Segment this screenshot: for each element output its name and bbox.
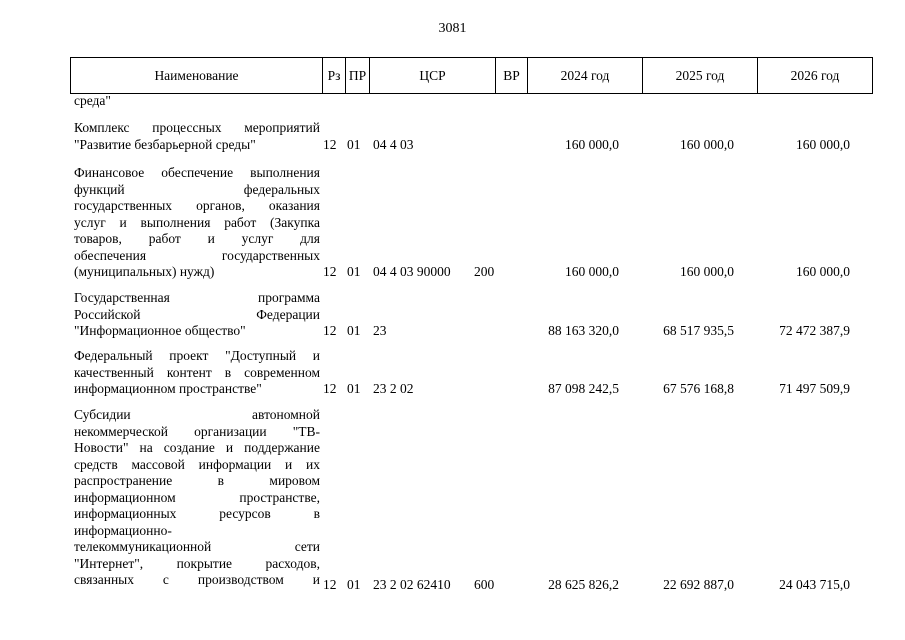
row-2025: 67 576 168,8 (663, 381, 734, 396)
row-name (74, 93, 320, 110)
row-name-line: (муниципальных) нужд) (74, 264, 215, 279)
row-name-line: функций федеральных (74, 181, 320, 197)
row-name-line: Новости" на создание и поддержание (74, 440, 320, 455)
row-name-line: связанных с производством и (74, 572, 320, 587)
row-csr: 04 4 03 90000 (373, 264, 451, 279)
row-csr: 23 2 02 62410 (373, 577, 451, 592)
row-2026: 24 043 715,0 (779, 577, 850, 592)
row-2024: 87 098 242,5 (548, 381, 619, 396)
row-2025: 22 692 887,0 (663, 577, 734, 592)
row-name-line: "Информационное общество" (74, 323, 246, 338)
row-csr: 23 (373, 323, 387, 338)
row-name-line: информационно- (74, 522, 172, 538)
header-2024: 2024 год (528, 58, 643, 94)
header-2025: 2025 год (643, 58, 758, 94)
row-2026: 160 000,0 (796, 264, 850, 279)
row-2024: 160 000,0 (565, 264, 619, 279)
row-vr: 200 (474, 264, 495, 279)
row-2026: 160 000,0 (796, 136, 850, 152)
row-name-line: "Развитие безбарьерной среды" (74, 136, 256, 152)
header-csr: ЦСР (370, 58, 496, 94)
row-name (74, 407, 320, 589)
row-rz: 12 (323, 577, 337, 592)
row-csr: 23 2 02 (373, 381, 414, 396)
row-2024: 88 163 320,0 (548, 323, 619, 338)
header-rz: Рз (323, 58, 346, 94)
row-name-line: распространение в мировом (74, 473, 320, 488)
row-name-line: государственных органов, оказания (74, 198, 320, 213)
row-rz: 12 (323, 381, 337, 396)
row-name-line: обеспечения государственных (74, 247, 320, 263)
row-name-line: "Интернет", покрытие расходов, (74, 555, 320, 571)
row-name-line: Федеральный проект "Доступный и (74, 348, 320, 363)
row-name-line: некоммерческой организации "ТВ- (74, 423, 320, 439)
row-pr: 01 (347, 323, 361, 338)
page-number: 3081 (438, 21, 467, 36)
row-pr: 01 (347, 136, 361, 152)
header-vr: ВР (496, 58, 528, 94)
row-2026: 71 497 509,9 (779, 381, 850, 396)
row-name-line: информационном пространстве" (74, 381, 262, 396)
row-name-line: информационном пространстве, (74, 489, 320, 505)
row-name-line: товаров, работ и услуг для (74, 231, 320, 246)
row-name-line: качественный контент в современном (74, 364, 320, 380)
row-name (74, 120, 320, 153)
row-rz: 12 (323, 323, 337, 338)
row-name-line: Финансовое обеспечение выполнения (74, 165, 320, 180)
row-name (74, 165, 320, 281)
row-name (74, 290, 320, 340)
row-name-line: среда" (74, 93, 111, 108)
row-2024: 160 000,0 (565, 136, 619, 152)
row-2026: 72 472 387,9 (779, 323, 850, 338)
header-2026: 2026 год (758, 58, 873, 94)
row-name-line: Комплекс процессных мероприятий (74, 120, 320, 135)
row-name-line: средств массовой информации и их (74, 456, 320, 472)
row-csr: 04 4 03 (373, 136, 414, 152)
row-name-line: информационных ресурсов в (74, 506, 320, 521)
column-header-table (70, 57, 873, 94)
row-name-line: услуг и выполнения работ (Закупка (74, 214, 320, 230)
row-2024: 28 625 826,2 (548, 577, 619, 592)
row-pr: 01 (347, 577, 361, 592)
row-rz: 12 (323, 264, 337, 279)
row-name-line: Государственная программа (74, 290, 320, 305)
row-name (74, 348, 320, 398)
row-pr: 01 (347, 264, 361, 279)
row-2025: 68 517 935,5 (663, 323, 734, 338)
header-name: Наименование (71, 58, 323, 94)
row-name-line: телекоммуникационной сети (74, 539, 320, 554)
row-name-line: Российской Федерации (74, 306, 320, 322)
row-2025: 160 000,0 (680, 264, 734, 279)
row-pr: 01 (347, 381, 361, 396)
row-rz: 12 (323, 136, 337, 152)
header-pr: ПР (346, 58, 370, 94)
row-name-line: Субсидии автономной (74, 407, 320, 422)
row-vr: 600 (474, 577, 495, 592)
row-2025: 160 000,0 (680, 136, 734, 152)
